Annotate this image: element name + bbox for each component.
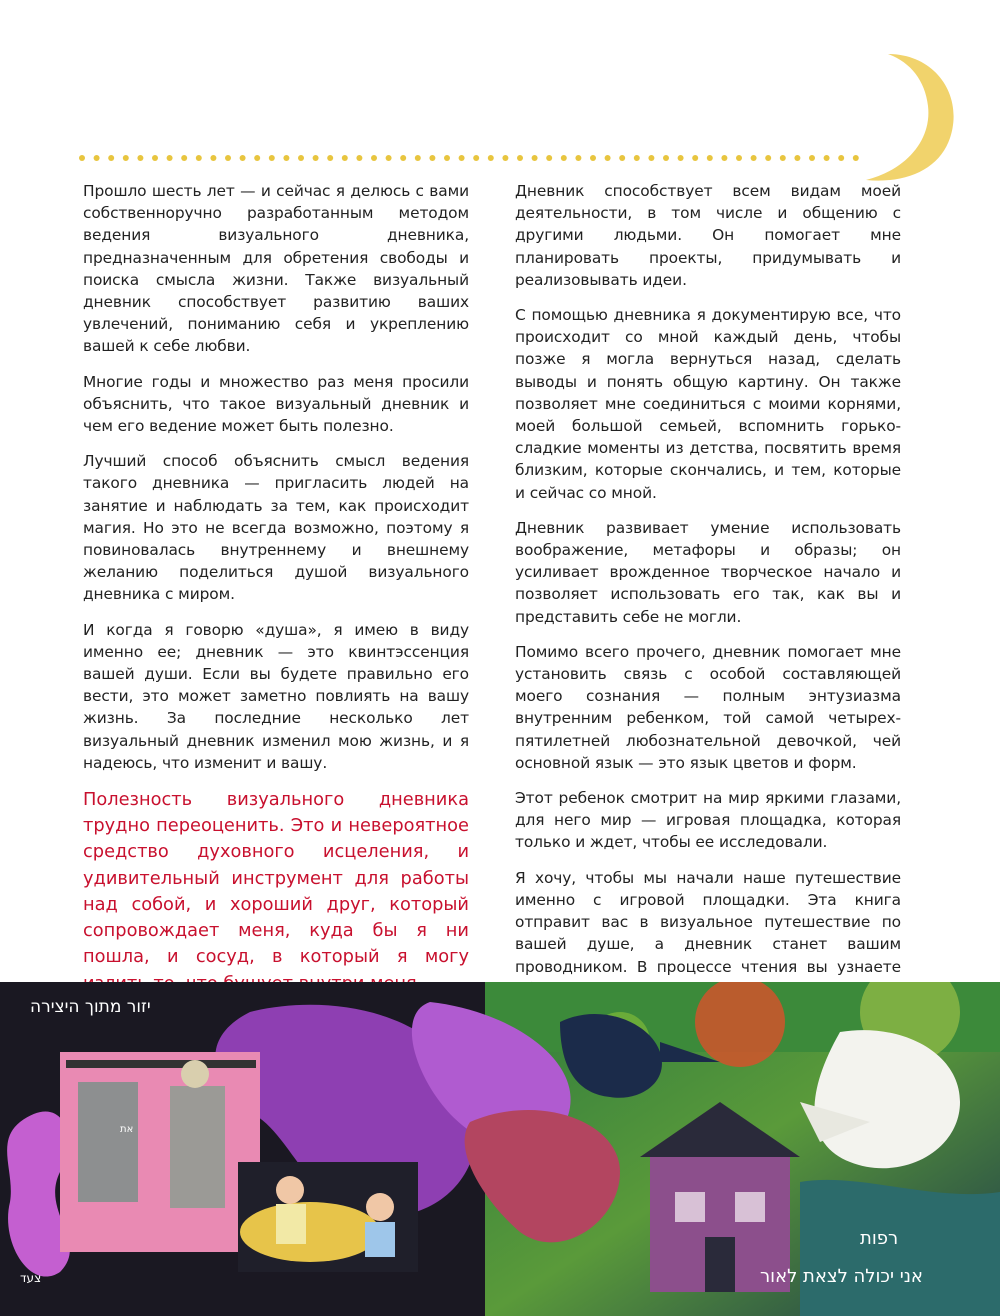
divider-dot — [634, 155, 640, 161]
divider-dot — [298, 155, 304, 161]
divider-dot — [517, 155, 523, 161]
divider-dot — [225, 155, 231, 161]
divider-dot — [313, 155, 319, 161]
divider-dot — [780, 155, 786, 161]
divider-dot — [532, 155, 538, 161]
divider-dot — [283, 155, 289, 161]
paragraph: Этот ребенок смотрит на мир яркими глазами, для него мир — игровая площадка, которая только и ждет, чтобы ее исследовали. — [515, 789, 901, 852]
divider-dot — [678, 155, 684, 161]
divider-dot — [108, 155, 114, 161]
artwork-label: את — [120, 1124, 134, 1135]
divider-dot — [210, 155, 216, 161]
divider-dot — [707, 155, 713, 161]
divider-dot — [459, 155, 465, 161]
divider-dot — [356, 155, 362, 161]
divider-dot — [502, 155, 508, 161]
divider-dot — [415, 155, 421, 161]
divider-dot — [838, 155, 844, 161]
divider-dot — [561, 155, 567, 161]
divider-dot — [751, 155, 757, 161]
crescent-moon-icon — [858, 46, 958, 186]
paragraph: С помощью дневника я документирую все, что происходит со мной каждый день, чтобы позже я могла вернуться назад, сделать выводы и понять общую картину. Он также позволяет мне соединиться с моими корнями, моей большой семьей, вспомнить горько-сладкие моменты из детства, посвятить время близким, которые скончались, и тем, которые и сейчас со мной. — [515, 306, 901, 502]
paragraph: Лучший способ объяснить смысл ведения такого дневника — пригласить людей на занятие и наблюдать за тем, как происходит магия. Но это не всегда возможно, поэтому я повиновалась внутреннему и внешнему желанию поделиться душой визуального дневника с миром. — [83, 452, 469, 604]
paragraph: Помимо всего прочего, дневник помогает мне установить связь с особой составляющей моего сознания — полным энтузиазма внутренним ребенком, той самой четырех-пятилетней любознательной девочкой, чей основной язык — это язык цветов и форм. — [515, 642, 901, 772]
divider-dot — [386, 155, 392, 161]
paragraph: Прошло шесть лет — и сейчас я делюсь с вами собственноручно разработанным методом ведения визуального дневника, предназначенным для обретения свободы и поиска смысла жизни. Также визуальный дневник способствует развитию ваших увлечений, пониманию себя и укреплению вашей к себе любви. — [83, 182, 469, 356]
paragraph: Я хочу, чтобы мы начали наше путешествие именно с игровой площадки. Эта книга отправит вас в визуальное путешествие по вашей душе, а дневник станет вашим проводником. В процессе чтения вы узнаете — [515, 868, 901, 976]
divider-dot — [794, 155, 800, 161]
artwork-hebrew-text: רפות — [860, 1228, 899, 1249]
divider-dot — [94, 155, 100, 161]
artwork-label: צעד — [20, 1271, 42, 1285]
divider-dot — [692, 155, 698, 161]
divider-dot — [254, 155, 260, 161]
divider-dot — [240, 155, 246, 161]
divider-dot — [167, 155, 173, 161]
visual-journal-artwork — [0, 982, 1000, 1316]
divider-dot — [488, 155, 494, 161]
paragraph: Дневник развивает умение использовать воображение, метафоры и образы; он усиливает врожденное творческое начало и позволяет использовать его так, как вы и представить себе не могли. — [515, 518, 901, 626]
divider-dot — [371, 155, 377, 161]
paragraph: Многие годы и множество раз меня просили объяснить, что такое визуальный дневник и чем его ведение может быть полезно. — [83, 372, 469, 436]
divider-dot — [546, 155, 552, 161]
divider-dot — [575, 155, 581, 161]
divider-dot — [400, 155, 406, 161]
divider-dot — [444, 155, 450, 161]
divider-dot — [853, 155, 859, 161]
divider-dot — [605, 155, 611, 161]
divider-dot — [181, 155, 187, 161]
divider-dot — [79, 155, 85, 161]
divider-dot — [429, 155, 435, 161]
dotted-divider — [76, 152, 876, 164]
divider-dot — [269, 155, 275, 161]
divider-dot — [590, 155, 596, 161]
divider-dot — [152, 155, 158, 161]
divider-dot — [765, 155, 771, 161]
pull-quote: Полезность визуального дневника трудно переоценить. Это и невероятное средство духовного исцеления, и удивительный инструмент для работы над собой, и хороший друг, который сопровождает меня, куда бы я ни пошла, и сосуд, в который я могу — [83, 789, 469, 968]
divider-dot — [342, 155, 348, 161]
paragraph: Дневник способствует всем видам моей деятельности, в том числе и общению с другими людьми. Он помогает мне планировать проекты, придумывать и реализовывать идеи. — [515, 182, 901, 289]
divider-dot — [196, 155, 202, 161]
divider-dot — [137, 155, 143, 161]
divider-dot — [721, 155, 727, 161]
divider-dot — [648, 155, 654, 161]
divider-dot — [473, 155, 479, 161]
divider-dot — [736, 155, 742, 161]
divider-dot — [327, 155, 333, 161]
artwork-hebrew-text: יזור מתוך היצירה — [30, 997, 151, 1017]
paragraph: И когда я говорю «душа», я имею в виду именно ее; дневник — это квинтэссенция вашей души. Если вы будете правильно его вести, это может заметно повлиять на вашу жизнь. За последние несколько лет визуальный дневник изменил мою жизнь, и я надеюсь, что изменит и вашу. — [83, 620, 469, 772]
divider-dot — [809, 155, 815, 161]
divider-dot — [824, 155, 830, 161]
divider-dot — [663, 155, 669, 161]
divider-dot — [123, 155, 129, 161]
artwork-hebrew-text: אני יכולה לצאת לאור — [760, 1266, 923, 1287]
divider-dot — [619, 155, 625, 161]
